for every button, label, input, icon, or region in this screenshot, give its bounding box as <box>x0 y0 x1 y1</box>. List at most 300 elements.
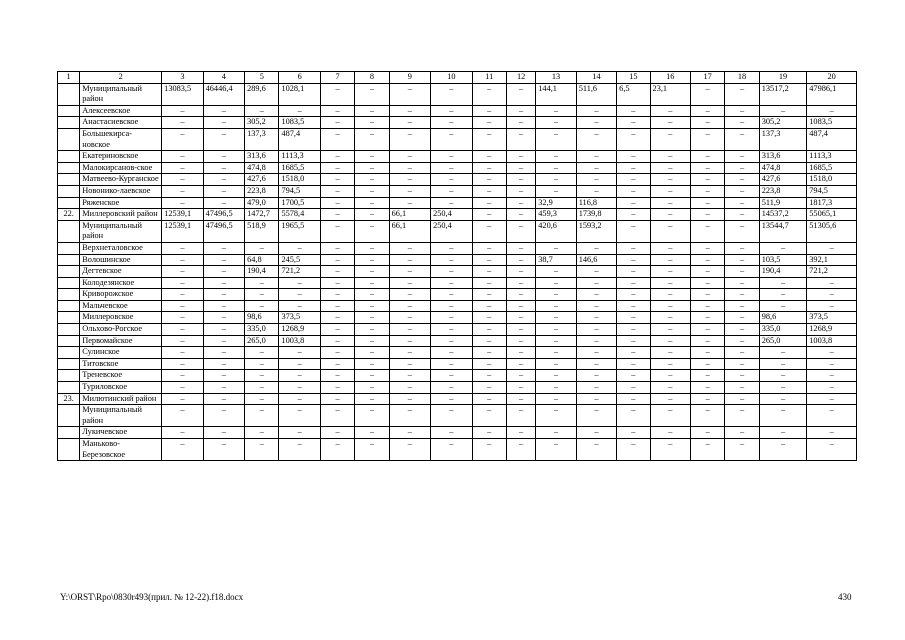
value-cell: 190,4 <box>245 266 279 278</box>
value-cell: – <box>725 277 759 289</box>
value-cell: – <box>162 277 203 289</box>
value-cell: – <box>617 128 650 150</box>
value-cell: – <box>389 128 430 150</box>
value-cell: – <box>691 266 725 278</box>
value-cell: – <box>506 289 535 301</box>
value-cell: – <box>725 83 759 105</box>
value-cell: 32,9 <box>536 197 576 209</box>
value-cell: 1003,8 <box>807 335 857 347</box>
table-row <box>58 405 857 427</box>
value-cell: – <box>725 128 759 150</box>
value-cell: – <box>650 117 690 129</box>
value-cell: 1113,3 <box>279 151 320 163</box>
value-cell: 335,0 <box>759 324 807 336</box>
value-cell: – <box>576 312 616 324</box>
value-cell: – <box>650 382 690 394</box>
value-cell: – <box>355 289 389 301</box>
value-cell: – <box>725 151 759 163</box>
value-cell: 1817,3 <box>807 197 857 209</box>
value-cell: 289,6 <box>245 83 279 105</box>
value-cell: – <box>759 382 807 394</box>
value-cell: – <box>245 370 279 382</box>
value-cell: – <box>691 300 725 312</box>
table-row <box>58 117 857 129</box>
value-cell: – <box>617 185 650 197</box>
value-cell: – <box>279 370 320 382</box>
value-cell: – <box>355 162 389 174</box>
value-cell: – <box>320 312 354 324</box>
value-cell: – <box>320 324 354 336</box>
table-row <box>58 151 857 163</box>
value-cell: – <box>576 382 616 394</box>
value-cell: – <box>355 347 389 359</box>
column-header: 8 <box>355 72 389 84</box>
row-number <box>58 117 80 129</box>
territory-name: Лукичевское <box>80 427 162 439</box>
column-header: 20 <box>807 72 857 84</box>
value-cell: – <box>389 83 430 105</box>
value-cell: 265,0 <box>759 335 807 347</box>
value-cell: 1593,2 <box>576 220 616 242</box>
value-cell: – <box>431 382 472 394</box>
row-number <box>58 347 80 359</box>
value-cell: – <box>355 105 389 117</box>
value-cell: – <box>506 220 535 242</box>
value-cell: – <box>691 151 725 163</box>
value-cell: – <box>355 209 389 221</box>
value-cell: – <box>536 117 576 129</box>
value-cell: – <box>279 382 320 394</box>
value-cell: 392,1 <box>807 254 857 266</box>
value-cell: – <box>576 174 616 186</box>
value-cell: – <box>320 242 354 254</box>
value-cell: – <box>431 439 472 461</box>
value-cell: – <box>472 151 506 163</box>
table-row <box>58 220 857 242</box>
value-cell: – <box>472 185 506 197</box>
value-cell: – <box>617 300 650 312</box>
value-cell: – <box>691 185 725 197</box>
territory-name: Волошинское <box>80 254 162 266</box>
value-cell: 1739,8 <box>576 209 616 221</box>
row-number <box>58 277 80 289</box>
value-cell: – <box>576 393 616 405</box>
value-cell: – <box>617 347 650 359</box>
value-cell: – <box>431 405 472 427</box>
value-cell: – <box>691 242 725 254</box>
row-number <box>58 128 80 150</box>
row-number <box>58 300 80 312</box>
value-cell: 66,1 <box>389 209 430 221</box>
value-cell: – <box>691 105 725 117</box>
value-cell: – <box>691 347 725 359</box>
value-cell: – <box>506 128 535 150</box>
value-cell: – <box>807 105 857 117</box>
value-cell: – <box>203 335 244 347</box>
value-cell: – <box>536 185 576 197</box>
value-cell: – <box>320 335 354 347</box>
value-cell: – <box>725 393 759 405</box>
value-cell: 46446,4 <box>203 83 244 105</box>
value-cell: – <box>431 174 472 186</box>
value-cell: – <box>506 370 535 382</box>
value-cell: – <box>203 266 244 278</box>
value-cell: – <box>650 277 690 289</box>
value-cell: – <box>536 266 576 278</box>
value-cell: – <box>576 151 616 163</box>
value-cell: – <box>431 358 472 370</box>
value-cell: 64,8 <box>245 254 279 266</box>
value-cell: – <box>617 335 650 347</box>
value-cell: – <box>617 382 650 394</box>
value-cell: 6,5 <box>617 83 650 105</box>
value-cell: – <box>506 174 535 186</box>
value-cell: – <box>389 289 430 301</box>
value-cell: – <box>650 128 690 150</box>
value-cell: 12539,1 <box>162 220 203 242</box>
value-cell: 250,4 <box>431 209 472 221</box>
value-cell: – <box>355 393 389 405</box>
value-cell: – <box>389 335 430 347</box>
value-cell: – <box>203 185 244 197</box>
territory-name: Треневское <box>80 370 162 382</box>
value-cell: – <box>472 220 506 242</box>
value-cell: – <box>320 174 354 186</box>
value-cell: – <box>389 266 430 278</box>
value-cell: – <box>389 197 430 209</box>
value-cell: – <box>691 197 725 209</box>
value-cell: – <box>355 254 389 266</box>
value-cell: – <box>389 162 430 174</box>
value-cell: – <box>506 405 535 427</box>
value-cell: – <box>279 289 320 301</box>
value-cell: 245,5 <box>279 254 320 266</box>
value-cell: – <box>431 289 472 301</box>
value-cell: – <box>807 382 857 394</box>
column-header: 7 <box>320 72 354 84</box>
value-cell: – <box>576 117 616 129</box>
value-cell: – <box>279 105 320 117</box>
row-number: 23. <box>58 393 80 405</box>
value-cell: – <box>472 105 506 117</box>
value-cell: – <box>162 105 203 117</box>
value-cell: – <box>807 405 857 427</box>
value-cell: – <box>431 393 472 405</box>
value-cell: 427,6 <box>245 174 279 186</box>
value-cell: – <box>472 174 506 186</box>
value-cell: – <box>389 405 430 427</box>
value-cell: – <box>279 358 320 370</box>
value-cell: – <box>807 393 857 405</box>
value-cell: – <box>279 439 320 461</box>
column-header: 13 <box>536 72 576 84</box>
value-cell: 98,6 <box>759 312 807 324</box>
column-header: 2 <box>80 72 162 84</box>
value-cell: – <box>650 405 690 427</box>
table-row <box>58 266 857 278</box>
value-cell: – <box>320 382 354 394</box>
value-cell: – <box>162 174 203 186</box>
table-row <box>58 347 857 359</box>
value-cell: – <box>203 105 244 117</box>
value-cell: 479,0 <box>245 197 279 209</box>
value-cell: – <box>536 335 576 347</box>
value-cell: – <box>431 277 472 289</box>
value-cell: – <box>536 162 576 174</box>
table-row <box>58 324 857 336</box>
value-cell: 373,5 <box>279 312 320 324</box>
value-cell: – <box>162 242 203 254</box>
value-cell: – <box>320 393 354 405</box>
value-cell: – <box>355 220 389 242</box>
territory-name: Большекирса-новское <box>80 128 162 150</box>
value-cell: – <box>389 427 430 439</box>
value-cell: – <box>725 289 759 301</box>
value-cell: – <box>691 254 725 266</box>
value-cell: – <box>506 162 535 174</box>
column-header: 4 <box>203 72 244 84</box>
value-cell: – <box>355 83 389 105</box>
value-cell: – <box>320 117 354 129</box>
value-cell: – <box>691 220 725 242</box>
row-number <box>58 266 80 278</box>
value-cell: – <box>431 185 472 197</box>
table-row <box>58 174 857 186</box>
row-number <box>58 335 80 347</box>
table-row <box>58 242 857 254</box>
value-cell: – <box>320 151 354 163</box>
value-cell: – <box>162 300 203 312</box>
value-cell: 487,4 <box>807 128 857 150</box>
value-cell: – <box>536 277 576 289</box>
value-cell: – <box>691 117 725 129</box>
value-cell: – <box>279 242 320 254</box>
value-cell: 1113,3 <box>807 151 857 163</box>
value-cell: – <box>472 312 506 324</box>
value-cell: 1083,5 <box>807 117 857 129</box>
value-cell: – <box>203 254 244 266</box>
value-cell: – <box>725 209 759 221</box>
territory-name: Сулинское <box>80 347 162 359</box>
value-cell: – <box>725 185 759 197</box>
value-cell: 66,1 <box>389 220 430 242</box>
value-cell: – <box>576 427 616 439</box>
value-cell: – <box>691 358 725 370</box>
value-cell: – <box>203 162 244 174</box>
value-cell: – <box>389 382 430 394</box>
value-cell: – <box>617 266 650 278</box>
value-cell: – <box>389 300 430 312</box>
value-cell: – <box>691 382 725 394</box>
value-cell: – <box>389 117 430 129</box>
value-cell: – <box>203 242 244 254</box>
value-cell: – <box>691 324 725 336</box>
value-cell: – <box>759 300 807 312</box>
value-cell: – <box>389 254 430 266</box>
value-cell: – <box>759 347 807 359</box>
value-cell: – <box>576 405 616 427</box>
value-cell: – <box>536 427 576 439</box>
value-cell: – <box>506 382 535 394</box>
value-cell: – <box>576 105 616 117</box>
value-cell: – <box>320 370 354 382</box>
value-cell: 1685,5 <box>807 162 857 174</box>
value-cell: – <box>320 347 354 359</box>
value-cell: – <box>203 324 244 336</box>
value-cell: 305,2 <box>759 117 807 129</box>
value-cell: – <box>162 151 203 163</box>
table-row <box>58 312 857 324</box>
value-cell: – <box>389 324 430 336</box>
value-cell: – <box>355 382 389 394</box>
value-cell: – <box>162 439 203 461</box>
value-cell: – <box>650 174 690 186</box>
value-cell: – <box>389 393 430 405</box>
value-cell: – <box>389 358 430 370</box>
column-header: 9 <box>389 72 430 84</box>
value-cell: – <box>320 128 354 150</box>
value-cell: 420,6 <box>536 220 576 242</box>
value-cell: – <box>355 370 389 382</box>
row-number <box>58 382 80 394</box>
value-cell: – <box>691 83 725 105</box>
value-cell: – <box>320 300 354 312</box>
value-cell: – <box>203 312 244 324</box>
value-cell: 487,4 <box>279 128 320 150</box>
value-cell: 794,5 <box>279 185 320 197</box>
value-cell: – <box>162 185 203 197</box>
value-cell: – <box>617 105 650 117</box>
value-cell: 14537,2 <box>759 209 807 221</box>
territory-name: Муниципальный район <box>80 405 162 427</box>
value-cell: 305,2 <box>245 117 279 129</box>
territory-name: Ольхово-Рогское <box>80 324 162 336</box>
value-cell: – <box>472 347 506 359</box>
value-cell: 223,8 <box>245 185 279 197</box>
row-number <box>58 370 80 382</box>
value-cell: – <box>245 105 279 117</box>
row-number <box>58 83 80 105</box>
value-cell: – <box>725 117 759 129</box>
value-cell: – <box>162 128 203 150</box>
value-cell: – <box>650 220 690 242</box>
value-cell: – <box>162 289 203 301</box>
value-cell: – <box>320 162 354 174</box>
value-cell: – <box>506 151 535 163</box>
value-cell: – <box>506 197 535 209</box>
value-cell: – <box>617 370 650 382</box>
value-cell: 313,6 <box>759 151 807 163</box>
value-cell: – <box>725 427 759 439</box>
row-number <box>58 324 80 336</box>
value-cell: – <box>506 347 535 359</box>
row-number <box>58 220 80 242</box>
value-cell: – <box>725 439 759 461</box>
value-cell: – <box>355 300 389 312</box>
value-cell: – <box>506 209 535 221</box>
value-cell: – <box>245 300 279 312</box>
value-cell: – <box>506 300 535 312</box>
value-cell: 103,5 <box>759 254 807 266</box>
value-cell: – <box>617 358 650 370</box>
value-cell: 511,6 <box>576 83 616 105</box>
value-cell: – <box>576 242 616 254</box>
value-cell: – <box>691 174 725 186</box>
value-cell: – <box>472 358 506 370</box>
value-cell: – <box>472 439 506 461</box>
value-cell: – <box>691 439 725 461</box>
value-cell: – <box>279 427 320 439</box>
value-cell: – <box>691 393 725 405</box>
column-header: 12 <box>506 72 535 84</box>
value-cell: – <box>355 174 389 186</box>
value-cell: – <box>472 300 506 312</box>
value-cell: 13544,7 <box>759 220 807 242</box>
column-header: 11 <box>472 72 506 84</box>
value-cell: – <box>725 312 759 324</box>
territory-name: Новонико-лаевское <box>80 185 162 197</box>
value-cell: 137,3 <box>759 128 807 150</box>
territory-name: Туриловское <box>80 382 162 394</box>
value-cell: 1003,8 <box>279 335 320 347</box>
value-cell: – <box>691 427 725 439</box>
value-cell: – <box>355 185 389 197</box>
territory-name: Первомайское <box>80 335 162 347</box>
row-number <box>58 105 80 117</box>
value-cell: – <box>203 117 244 129</box>
value-cell: – <box>536 300 576 312</box>
value-cell: – <box>431 151 472 163</box>
table-row <box>58 197 857 209</box>
value-cell: – <box>162 405 203 427</box>
table-row <box>58 277 857 289</box>
value-cell: – <box>245 405 279 427</box>
value-cell: 1083,5 <box>279 117 320 129</box>
value-cell: – <box>355 151 389 163</box>
value-cell: – <box>576 347 616 359</box>
value-cell: – <box>162 324 203 336</box>
value-cell: 144,1 <box>536 83 576 105</box>
value-cell: – <box>472 370 506 382</box>
value-cell: 1700,5 <box>279 197 320 209</box>
value-cell: – <box>389 242 430 254</box>
value-cell: – <box>355 358 389 370</box>
value-cell: – <box>576 266 616 278</box>
table-row <box>58 393 857 405</box>
table-row <box>58 427 857 439</box>
value-cell: – <box>536 105 576 117</box>
value-cell: 47986,1 <box>807 83 857 105</box>
value-cell: 5578,4 <box>279 209 320 221</box>
value-cell: – <box>807 300 857 312</box>
value-cell: – <box>725 254 759 266</box>
value-cell: – <box>203 393 244 405</box>
row-number <box>58 151 80 163</box>
value-cell: – <box>576 162 616 174</box>
value-cell: – <box>691 370 725 382</box>
value-cell: – <box>650 197 690 209</box>
value-cell: – <box>536 128 576 150</box>
value-cell: – <box>650 185 690 197</box>
value-cell: – <box>431 162 472 174</box>
column-header: 5 <box>245 72 279 84</box>
value-cell: – <box>506 185 535 197</box>
value-cell: – <box>162 254 203 266</box>
territory-name: Екатериновское <box>80 151 162 163</box>
value-cell: – <box>650 358 690 370</box>
value-cell: – <box>536 312 576 324</box>
value-cell: – <box>725 347 759 359</box>
